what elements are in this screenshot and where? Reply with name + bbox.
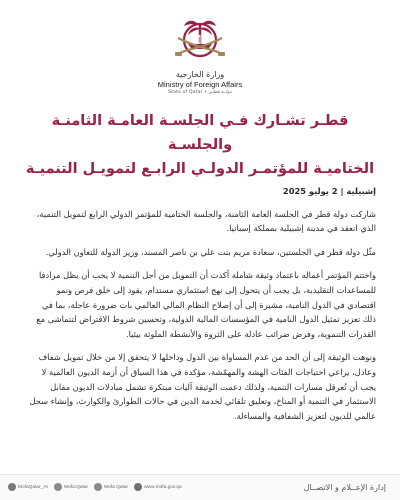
social-link-instagram-2[interactable] [94, 483, 128, 491]
article-body [28, 184, 376, 432]
paragraph: واختتم المؤتمر أعماله باعتماد وثيقة شاملة أكدت أن التمويل من أجل التنمية لا يجب أن يظل مرادفا للمساعدات التقليدية، بل يجب أن يتحول إلى نهج استثماري مستدام، يقود إلى خلق فرص ونمو اقتصادي في الدول النامية، مشيرة إلى أن إصلاح النظام المالي العالمي بات ضرورة عاجلة، بما في ذلك تعزيز تمثيل الدول النامية في المؤسسات المالية الدولية، وتحسين شروط الاقتراض لتتماشى مع القدرات التنموية، وفرض ضرائب عادلة على الثروة والأنشطة الملوثة بيئيا. [36, 270, 376, 339]
dateline: إشبيلية | 2 يوليو 2025 [282, 186, 376, 196]
article-title-line-2: الختاميـة للمؤتمـر الدولـي الرابـع لتمويـل التنميـة [25, 161, 375, 177]
department-name: إدارة الإعــلام و الاتصــال [303, 483, 386, 492]
social-link-instagram[interactable] [54, 483, 88, 491]
social-link-website[interactable] [134, 483, 182, 491]
article-title [22, 109, 378, 181]
social-link-x[interactable] [8, 483, 48, 491]
instagram-icon [54, 483, 62, 491]
social-handle: Mofa Qatar [104, 484, 129, 490]
website-url: www.mofa.gov.qa [144, 484, 182, 490]
ministry-name-english: Ministry of Foreign Affairs [157, 80, 243, 89]
paragraph: ونوهت الوثيقة إلى أن الحد من عدم المساواة بين الدول وداخلها لا يتحقق إلا من خلال تمويل شفاف وعادل، يراعي احتياجات الفئات الهشة والمهمّشة، مؤكدة في هذا السياق أن أزمة الديون العالمية لا يجب أن تُعرقل مسارات التنمية، ولذلك دعمت الوثيقة آليات مبتكرة تشمل مبادلات الديون مقابل الاستثمار في التنمية أو المناخ، وتعليق تلقائي لخدمة الدين في حالات الطوارئ والكوارث، وإنشاء سجل عالمي للديون لتعزيز الشفافية والمساءلة. [29, 352, 376, 421]
state-line: State of Qatar • دولــة قطــر [168, 90, 232, 95]
x-twitter-icon [8, 483, 16, 491]
footer [0, 474, 400, 500]
social-handle: Mofa.Qatar [64, 484, 89, 490]
ministry-logo-block [0, 10, 400, 96]
instagram-icon [94, 483, 102, 491]
paragraph: شاركت دولة قطر في الجلسة العامة الثامنة، والجلسة الختامية للمؤتمر الدولي الرابع لتمويل التنمية، الذي انعقد في مدينة إشبيلية بمملكة إسبانيا. [36, 208, 376, 234]
globe-icon [134, 483, 142, 491]
article-title-line-1: قطـر تشـارك فـي الجلسـة العامـة الثامنـة والجلسـة [51, 113, 349, 153]
social-links [8, 483, 182, 491]
qatar-emblem-icon [172, 10, 228, 68]
ministry-name-arabic: وزارة الخارجية [175, 70, 225, 79]
paragraph: مثّل دولة قطر في الجلستين، سعادة مريم بنت علي بن ناصر المسند، وزير الدولة للتعاون الدولي. [45, 246, 376, 257]
social-handle: MofaQatar_Ar [18, 484, 49, 490]
